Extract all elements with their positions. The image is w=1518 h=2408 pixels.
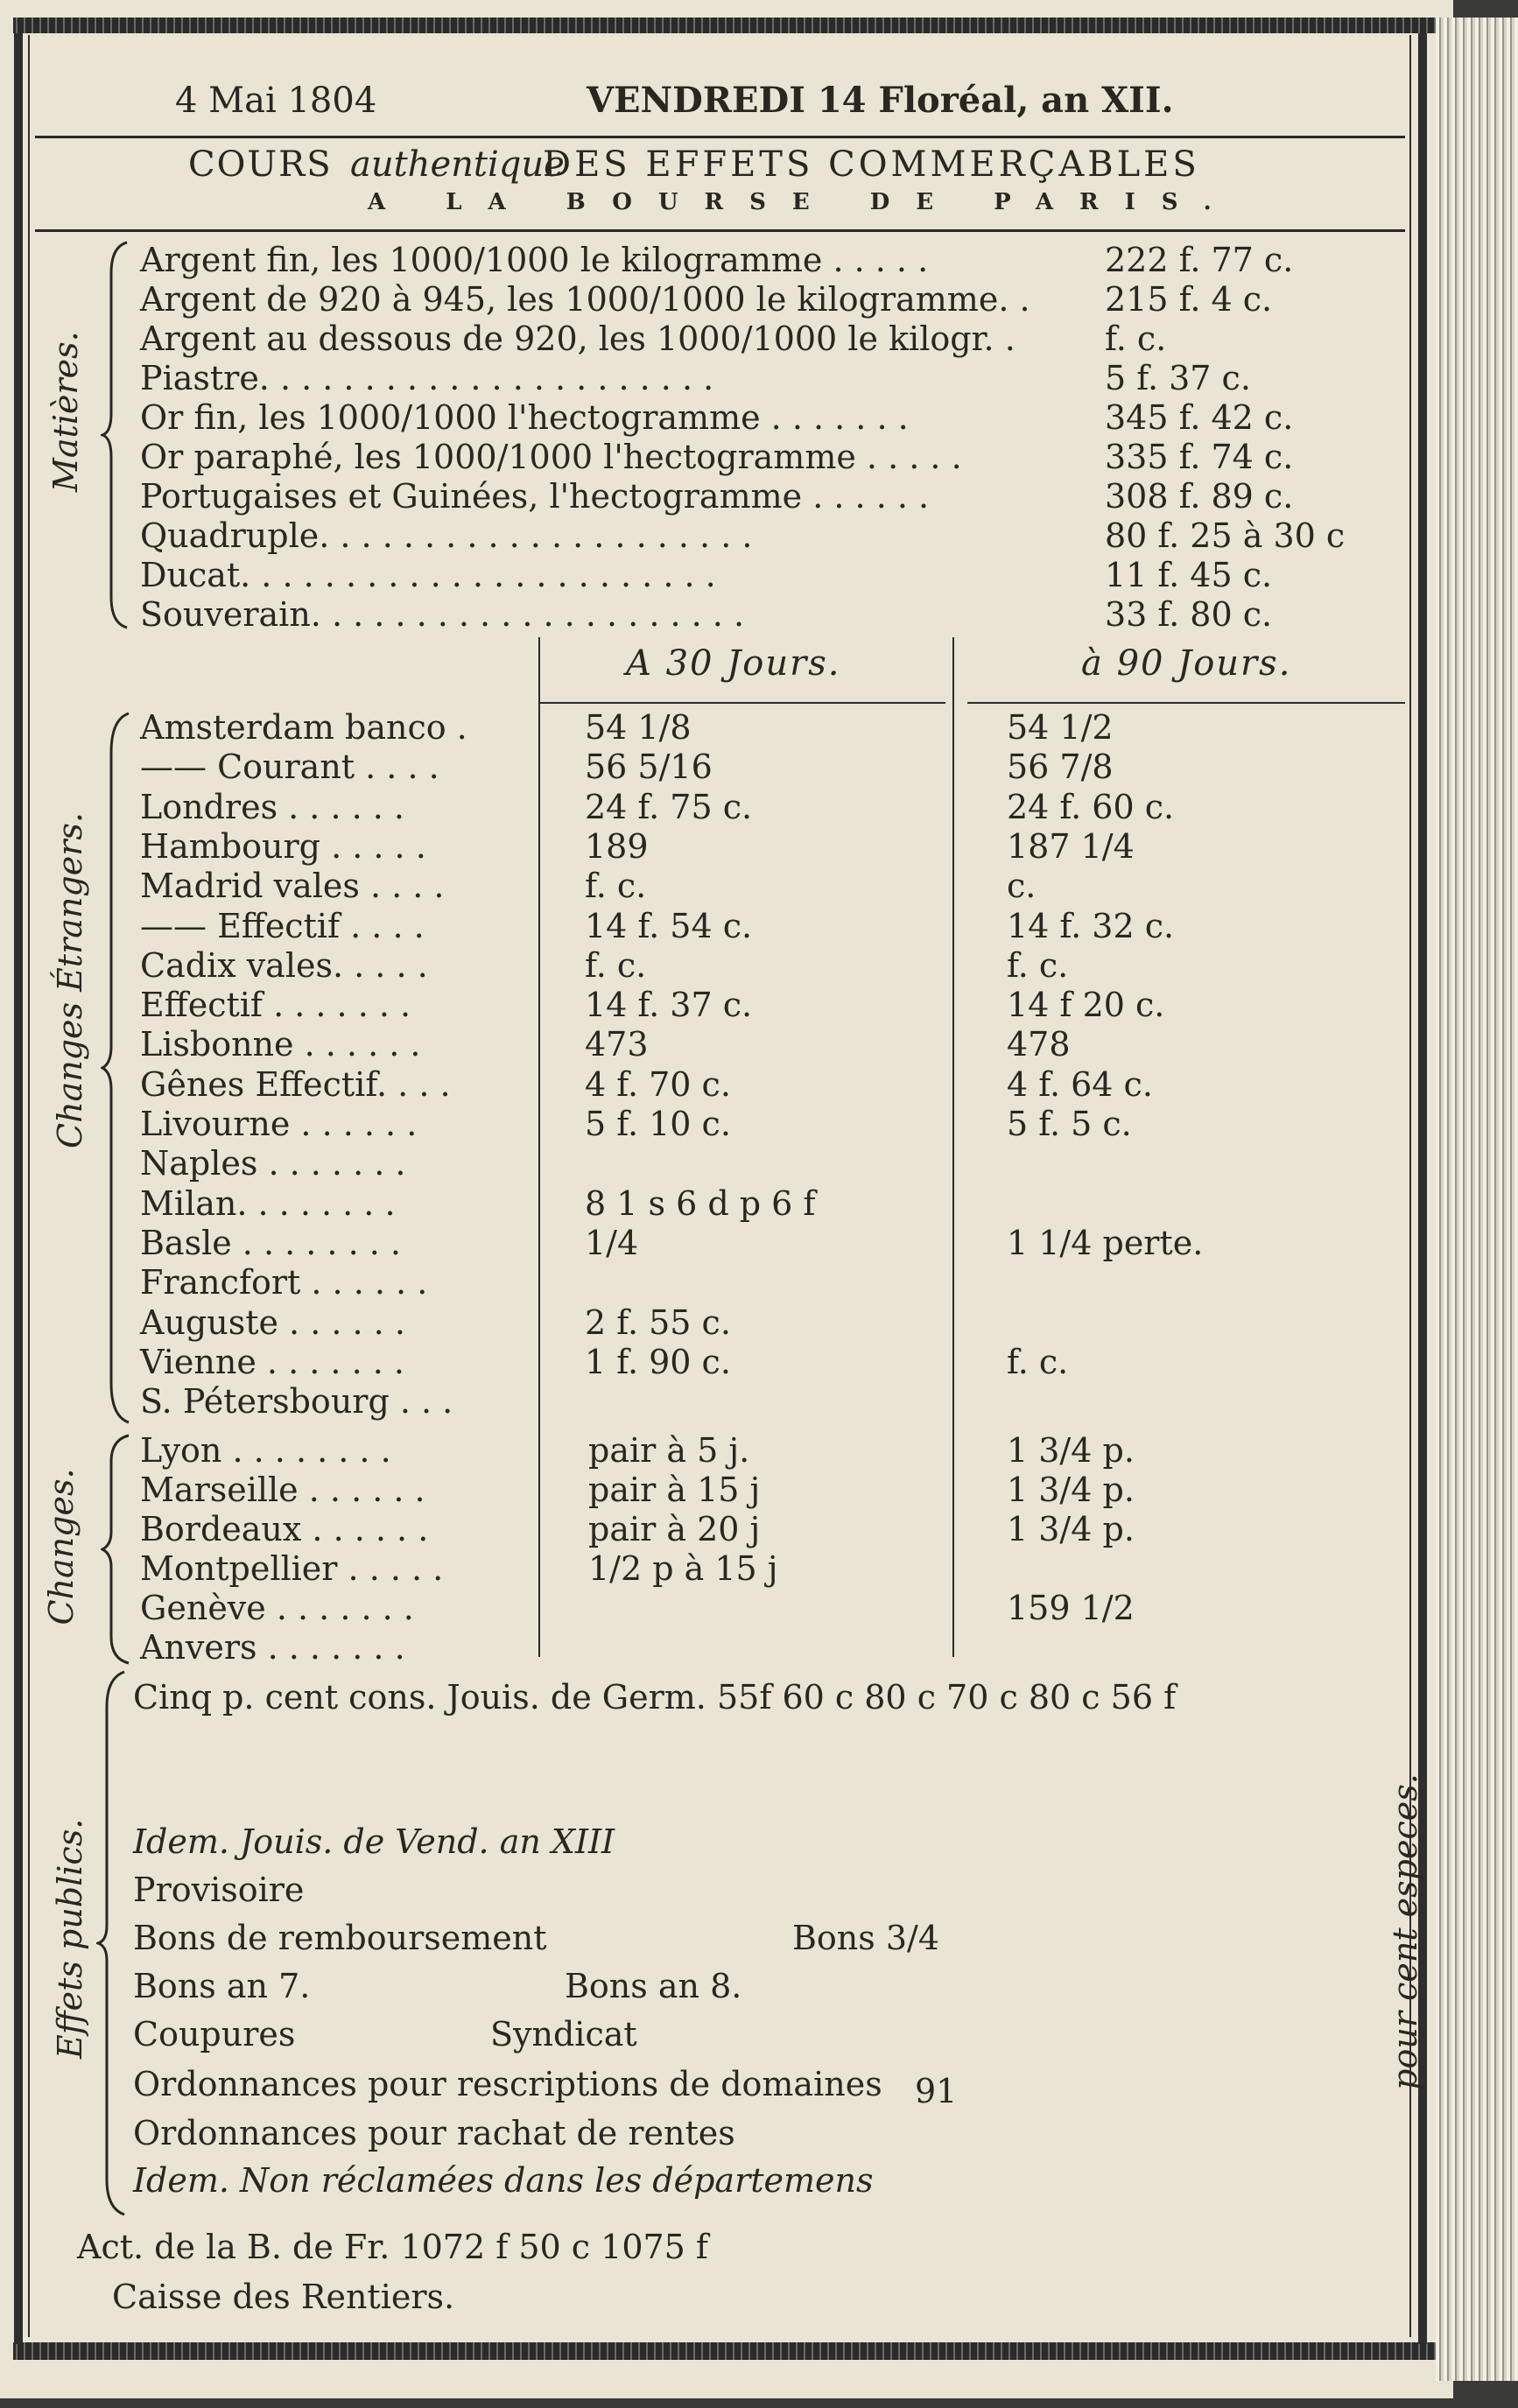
etranger-v30: 1/4 — [585, 1223, 639, 1262]
brace-changes — [101, 1431, 136, 1667]
etranger-label: Lisbonne . . . . . . — [140, 1025, 421, 1064]
matiere-label: Piastre. . . . . . . . . . . . . . . . . . . . . . — [140, 359, 714, 397]
change-v90: 1 3/4 p. — [1007, 1510, 1135, 1548]
effet-ord-value: 91 — [915, 2072, 958, 2110]
etranger-v90: 5 f. 5 c. — [1007, 1105, 1132, 1143]
matiere-value: 5 f. 37 c. — [1105, 359, 1251, 397]
etranger-v90: 4 f. 64 c. — [1007, 1064, 1153, 1104]
title-effets: DES EFFETS COMMERÇABLES — [543, 144, 1200, 185]
effet-bons-remboursement: Bons de remboursement — [133, 1919, 547, 1957]
etranger-v30: 24 f. 75 c. — [585, 787, 753, 826]
etranger-label: Francfort . . . . . . — [140, 1263, 428, 1302]
header-underline-30 — [538, 702, 945, 704]
etranger-label: Livourne . . . . . . — [140, 1105, 418, 1143]
subtitle: A LA BOURSE DE PARIS. — [368, 189, 1238, 215]
date-right: VENDREDI 14 Floréal, an XII. — [587, 80, 1174, 121]
footer-caisse: Caisse des Rentiers. — [112, 2278, 455, 2316]
date-left: 4 Mai 1804 — [175, 81, 377, 121]
effet-provisoire: Provisoire — [133, 1871, 305, 1909]
matiere-value: 222 f. 77 c. — [1105, 241, 1294, 279]
header-30-jours: A 30 Jours. — [626, 643, 841, 684]
etranger-v30: 473 — [585, 1025, 649, 1064]
etranger-label: Madrid vales . . . . — [140, 867, 445, 906]
section-matieres: Matières. — [46, 331, 85, 492]
etranger-v30: 1 f. 90 c. — [585, 1342, 731, 1381]
matiere-label: Souverain. . . . . . . . . . . . . . . . . . . . . — [140, 595, 745, 634]
etranger-label: Gênes Effectif. . . . — [140, 1064, 451, 1104]
matiere-label: Argent de 920 à 945, les 1000/1000 le kilogramme. . — [140, 280, 1030, 319]
change-label: Lyon . . . . . . . . — [140, 1431, 391, 1470]
title-rule — [35, 229, 1405, 232]
effet-bons-an7: Bons an 7. — [133, 1967, 311, 2005]
matiere-value: 215 f. 4 c. — [1105, 280, 1273, 319]
matiere-label: Argent au dessous de 920, les 1000/1000 le kilogr. . — [140, 319, 1016, 358]
etranger-v30: 14 f. 37 c. — [585, 986, 753, 1025]
effet-syndicat: Syndicat — [490, 2015, 637, 2053]
change-label: Anvers . . . . . . . — [140, 1628, 405, 1667]
brace-effets — [96, 1667, 131, 2219]
section-effets-publics: Effets publics. — [51, 1818, 89, 2059]
header-underline-90 — [967, 702, 1405, 704]
change-v30: 1/2 p à 15 j — [588, 1549, 778, 1588]
effet-ord-rescriptions: Ordonnances pour rescriptions de domaines — [133, 2065, 882, 2103]
etranger-v30: 2 f. 55 c. — [585, 1302, 731, 1342]
change-label: Genève . . . . . . . — [140, 1589, 414, 1627]
matiere-value: 33 f. 80 c. — [1105, 595, 1273, 634]
etranger-v90: c. — [1007, 867, 1037, 906]
col-rule-left — [538, 637, 540, 1657]
matiere-value: 345 f. 42 c. — [1105, 398, 1294, 437]
etranger-v90: 478 — [1007, 1025, 1071, 1064]
etranger-label: Londres . . . . . . — [140, 787, 405, 826]
matiere-label: Quadruple. . . . . . . . . . . . . . . . . . . . . — [140, 516, 753, 555]
etranger-v30: 5 f. 10 c. — [585, 1105, 731, 1143]
col-rule-right — [952, 637, 954, 1657]
matiere-label: Ducat. . . . . . . . . . . . . . . . . . . . . . . — [140, 556, 716, 594]
inner-left-rule — [28, 35, 30, 2337]
top-border — [13, 18, 1436, 33]
etranger-label: Basle . . . . . . . . — [140, 1223, 401, 1262]
side-pour-cent: pour cent especes. — [1386, 1773, 1424, 2090]
brace-etrangers — [101, 709, 136, 1427]
matiere-value: 335 f. 74 c. — [1105, 438, 1294, 476]
title-cours: COURS — [188, 144, 333, 185]
etranger-v30: 8 1 s 6 d p 6 f — [585, 1183, 816, 1223]
etranger-v30: 54 1/8 — [585, 708, 692, 747]
etranger-v90: 1 1/4 perte. — [1007, 1223, 1204, 1262]
change-v30: pair à 20 j — [588, 1510, 761, 1548]
effet-idem-vend: Idem. Jouis. de Vend. an XIII — [133, 1822, 615, 1861]
etranger-v90: f. c. — [1007, 945, 1069, 985]
etranger-label: —— Courant . . . . — [140, 748, 439, 787]
matiere-label: Portugaises et Guinées, l'hectogramme . . . . . . — [140, 477, 930, 516]
left-border — [14, 33, 23, 2344]
etranger-v90: 187 1/4 — [1007, 826, 1135, 866]
section-changes: Changes. — [42, 1468, 81, 1625]
effet-cinq: Cinq p. cent cons. Jouis. de Germ. 55f 60 c 80 c 70 c 80 c 56 f — [133, 1678, 1177, 1716]
etranger-v90: 14 f 20 c. — [1007, 986, 1165, 1025]
header-90-jours: à 90 Jours. — [1081, 643, 1292, 684]
change-label: Montpellier . . . . . — [140, 1549, 444, 1588]
effet-bons-an8: Bons an 8. — [565, 1967, 742, 2005]
brace-matieres — [101, 238, 136, 632]
matiere-value: f. c. — [1105, 319, 1167, 358]
section-changes-etrangers: Changes Étrangers. — [51, 812, 89, 1148]
matiere-value: 308 f. 89 c. — [1105, 477, 1294, 516]
etranger-v30: f. c. — [585, 867, 647, 906]
page-edges — [1436, 18, 1518, 2381]
title-authentique: authentique — [350, 144, 565, 185]
change-v90: 1 3/4 p. — [1007, 1431, 1135, 1470]
etranger-v30: 14 f. 54 c. — [585, 906, 753, 945]
matiere-value: 11 f. 45 c. — [1105, 556, 1273, 594]
etranger-v90: f. c. — [1007, 1342, 1069, 1381]
etranger-label: —— Effectif . . . . — [140, 906, 425, 945]
change-label: Bordeaux . . . . . . — [140, 1510, 429, 1548]
effet-ord-rachat: Ordonnances pour rachat de rentes — [133, 2114, 735, 2152]
header-rule — [35, 136, 1405, 138]
effet-bons-3-4: Bons 3/4 — [792, 1919, 940, 1957]
matiere-label: Argent fin, les 1000/1000 le kilogramme . . . . . — [140, 241, 929, 279]
etranger-label: S. Pétersbourg . . . — [140, 1382, 453, 1422]
etranger-label: Cadix vales. . . . . — [140, 945, 428, 985]
etranger-label: Auguste . . . . . . — [140, 1302, 405, 1342]
etranger-v90: 56 7/8 — [1007, 748, 1114, 787]
change-label: Marseille . . . . . . — [140, 1471, 425, 1509]
effet-coupures: Coupures — [133, 2015, 296, 2053]
etranger-label: Effectif . . . . . . . — [140, 986, 411, 1025]
etranger-v90: 24 f. 60 c. — [1007, 787, 1175, 826]
change-v30: pair à 15 j — [588, 1471, 761, 1509]
matiere-label: Or fin, les 1000/1000 l'hectogramme . . . . . . . — [140, 398, 909, 437]
etranger-label: Milan. . . . . . . . — [140, 1183, 396, 1223]
matiere-label: Or paraphé, les 1000/1000 l'hectogramme . . . . . — [140, 438, 962, 476]
etranger-v30: 56 5/16 — [585, 748, 713, 787]
bottom-border — [13, 2342, 1436, 2360]
etranger-v90: 14 f. 32 c. — [1007, 906, 1175, 945]
change-v90: 1 3/4 p. — [1007, 1471, 1135, 1509]
etranger-label: Amsterdam banco . — [140, 708, 467, 747]
etranger-v90: 54 1/2 — [1007, 708, 1114, 747]
etranger-v30: 189 — [585, 826, 649, 866]
change-v90: 159 1/2 — [1007, 1589, 1135, 1627]
matiere-value: 80 f. 25 à 30 c — [1105, 516, 1346, 555]
etranger-label: Vienne . . . . . . . — [140, 1342, 404, 1381]
etranger-label: Naples . . . . . . . — [140, 1144, 406, 1183]
effet-idem-non: Idem. Non réclamées dans les départemens — [133, 2161, 874, 2200]
change-v30: pair à 5 j. — [588, 1431, 750, 1470]
etranger-v30: 4 f. 70 c. — [585, 1064, 731, 1104]
etranger-label: Hambourg . . . . . — [140, 826, 426, 866]
etranger-v30: f. c. — [585, 945, 647, 985]
footer-act: Act. de la B. de Fr. 1072 f 50 c 1075 f — [77, 2228, 708, 2266]
